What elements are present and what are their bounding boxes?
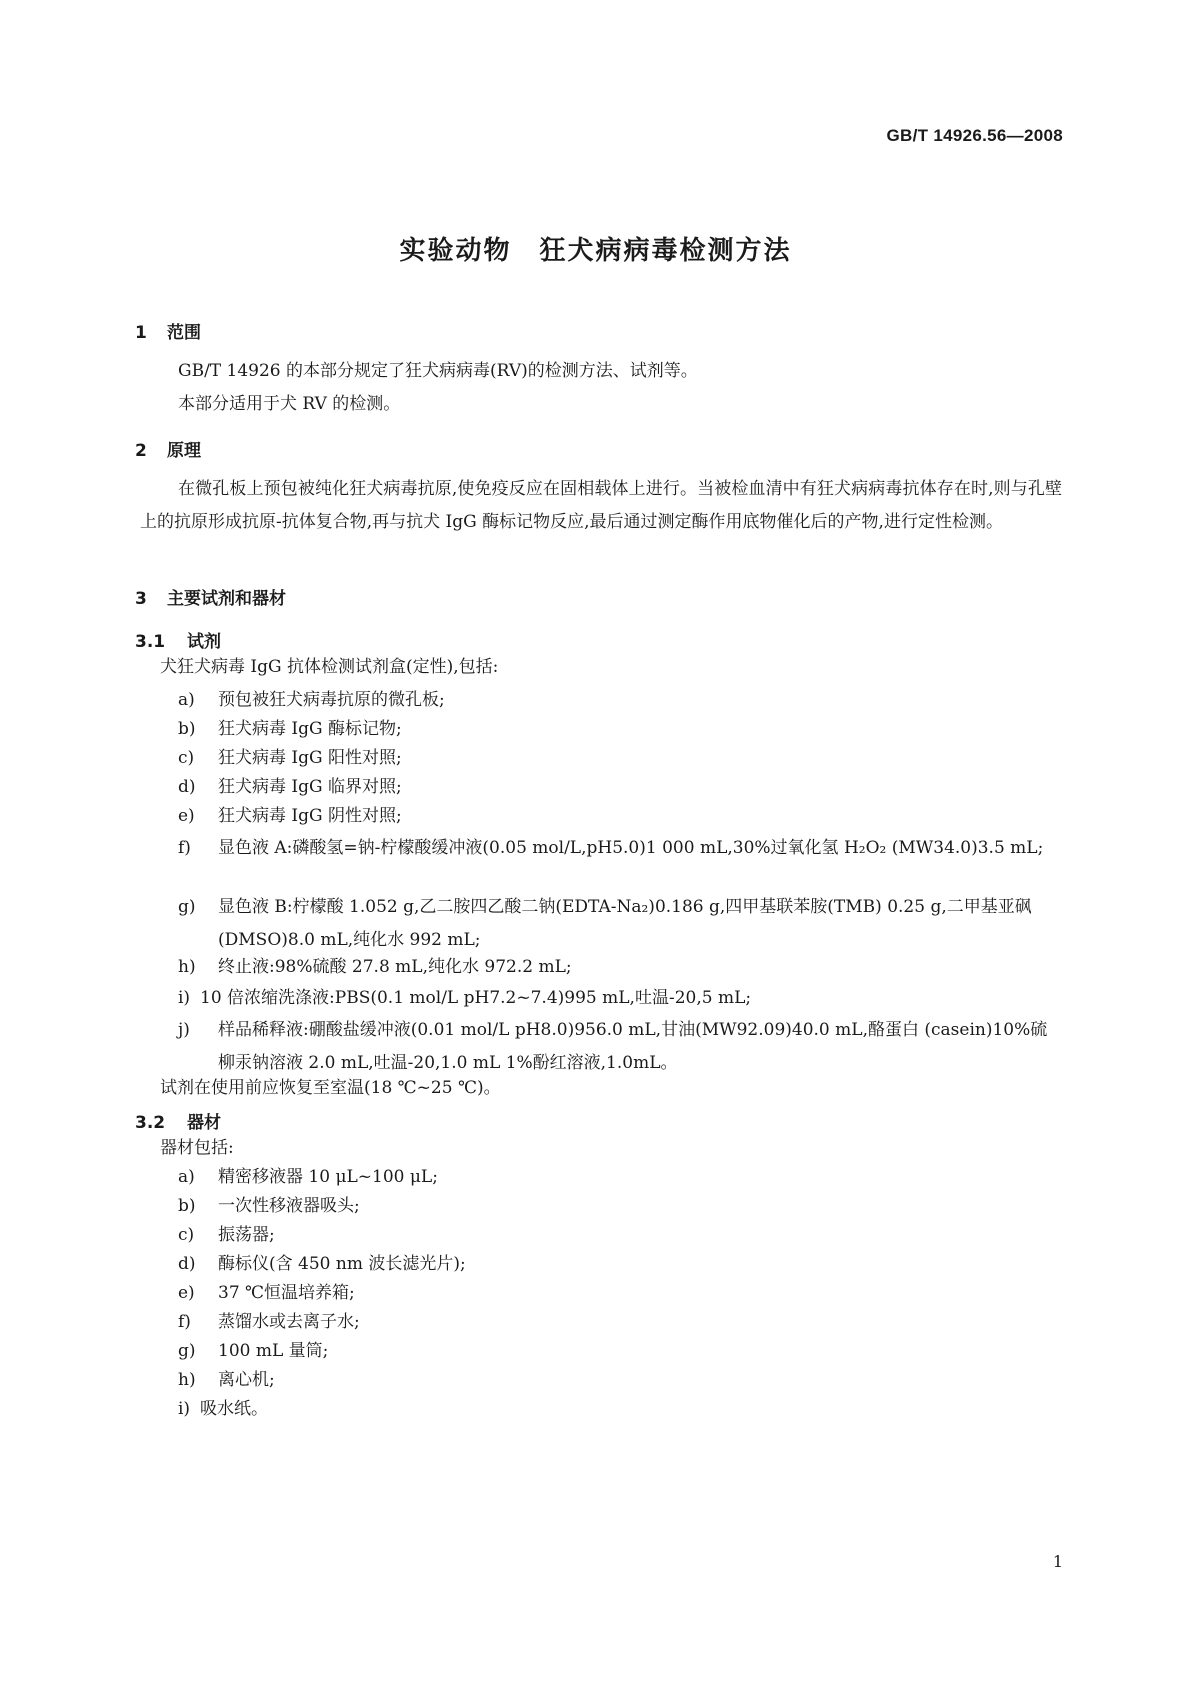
- reagent-item: [178, 891, 1062, 957]
- item-text: 吸水纸。: [200, 1399, 268, 1419]
- item-text: 振荡器;: [218, 1225, 275, 1245]
- section-title: 主要试剂和器材: [167, 589, 286, 609]
- item-label: h): [178, 957, 196, 977]
- section-1-heading: [135, 318, 201, 343]
- item-text: 狂犬病毒 IgG 酶标记物;: [218, 719, 402, 739]
- item-label: a): [178, 1167, 195, 1187]
- item-label: f): [178, 1312, 191, 1332]
- item-text: 狂犬病毒 IgG 临界对照;: [218, 777, 402, 797]
- title-part-1: 实验动物: [399, 236, 512, 266]
- item-text: 样品稀释液:硼酸盐缓冲液(0.01 mol/L pH8.0)956.0 mL,甘油(MW92.09)40.0 mL,酪蛋白 (casein)10%硫柳汞钠溶液 2.0 mL,吐温-20,1.0 mL 1%酚红溶液,1.0mL。: [218, 1020, 1048, 1073]
- section-number: 3.2: [135, 1113, 166, 1133]
- item-text: 10 倍浓缩洗涤液:PBS(0.1 mol/L pH7.2~7.4)995 mL,吐温-20,5 mL;: [200, 988, 752, 1008]
- item-text: 37 ℃恒温培养箱;: [218, 1283, 355, 1303]
- section-2-heading: [135, 436, 201, 461]
- item-label: i): [178, 988, 191, 1008]
- reagent-item: [178, 951, 1062, 984]
- item-label: e): [178, 806, 195, 826]
- reagent-item: [178, 832, 1062, 865]
- item-label: i): [178, 1399, 191, 1419]
- section-1-paragraph-1: GB/T 14926 的本部分规定了狂犬病病毒(RV)的检测方法、试剂等。: [178, 361, 698, 381]
- item-label: b): [178, 1196, 196, 1216]
- section-number: 3: [135, 589, 147, 609]
- section-3-1-heading: [135, 627, 221, 652]
- section-title: 器材: [187, 1113, 221, 1133]
- section-title: 原理: [167, 441, 201, 461]
- item-label: f): [178, 838, 191, 858]
- item-label: d): [178, 777, 196, 797]
- section-3-2-heading: [135, 1108, 221, 1133]
- section-1-paragraph-2: 本部分适用于犬 RV 的检测。: [178, 394, 401, 414]
- document-title: [0, 230, 1191, 267]
- item-text: 狂犬病毒 IgG 阴性对照;: [218, 806, 402, 826]
- item-label: j): [178, 1020, 190, 1040]
- item-text: 狂犬病毒 IgG 阳性对照;: [218, 748, 402, 768]
- equipment-item: [178, 1393, 1062, 1426]
- section-title: 范围: [167, 323, 201, 343]
- item-text: 终止液:98%硫酸 27.8 mL,纯化水 972.2 mL;: [218, 957, 572, 977]
- section-number: 2: [135, 441, 147, 461]
- item-text: 预包被狂犬病毒抗原的微孔板;: [218, 690, 445, 710]
- item-label: g): [178, 1341, 196, 1361]
- item-label: h): [178, 1370, 196, 1390]
- title-part-2: 狂犬病病毒检测方法: [539, 236, 792, 266]
- section-number: 3.1: [135, 632, 166, 652]
- item-label: c): [178, 1225, 195, 1245]
- equipment-intro: 器材包括:: [160, 1138, 234, 1158]
- item-label: a): [178, 690, 195, 710]
- section-3-heading: [135, 584, 286, 609]
- item-text: 100 mL 量筒;: [218, 1341, 329, 1361]
- reagent-intro: 犬狂犬病毒 IgG 抗体检测试剂盒(定性),包括:: [160, 657, 499, 677]
- reagent-item: [178, 982, 1062, 1015]
- item-text: 酶标仪(含 450 nm 波长滤光片);: [218, 1254, 466, 1274]
- reagent-outro: 试剂在使用前应恢复至室温(18 ℃~25 ℃)。: [160, 1078, 501, 1098]
- page-number: 1: [1052, 1552, 1063, 1571]
- standard-number: GB/T 14926.56—2008: [886, 126, 1063, 145]
- reagent-item: [178, 1014, 1062, 1080]
- section-number: 1: [135, 323, 147, 343]
- item-text: 显色液 B:柠檬酸 1.052 g,乙二胺四乙酸二钠(EDTA-Na₂)0.186 g,四甲基联苯胺(TMB) 0.25 g,二甲基亚砜(DMSO)8.0 mL,纯化水 992 mL;: [218, 897, 1032, 950]
- reagent-item: [178, 800, 1062, 833]
- item-label: e): [178, 1283, 195, 1303]
- section-title: 试剂: [187, 632, 221, 652]
- item-text: 离心机;: [218, 1370, 275, 1390]
- item-text: 精密移液器 10 μL~100 μL;: [218, 1167, 438, 1187]
- item-label: g): [178, 897, 196, 917]
- section-2-paragraph: 在微孔板上预包被纯化狂犬病毒抗原,使免疫反应在固相载体上进行。当被检血清中有狂犬病病毒抗体存在时,则与孔壁上的抗原形成抗原-抗体复合物,再与抗犬 IgG 酶标记物反应,最后通过测定酶作用底物催化后的产物,进行定性检测。: [140, 479, 1062, 532]
- item-label: d): [178, 1254, 196, 1274]
- item-text: 一次性移液器吸头;: [218, 1196, 360, 1216]
- item-label: b): [178, 719, 196, 739]
- item-text: 蒸馏水或去离子水;: [218, 1312, 360, 1332]
- item-label: c): [178, 748, 195, 768]
- item-text: 显色液 A:磷酸氢=钠-柠檬酸缓冲液(0.05 mol/L,pH5.0)1 000 mL,30%过氧化氢 H₂O₂ (MW34.0)3.5 mL;: [218, 838, 1044, 858]
